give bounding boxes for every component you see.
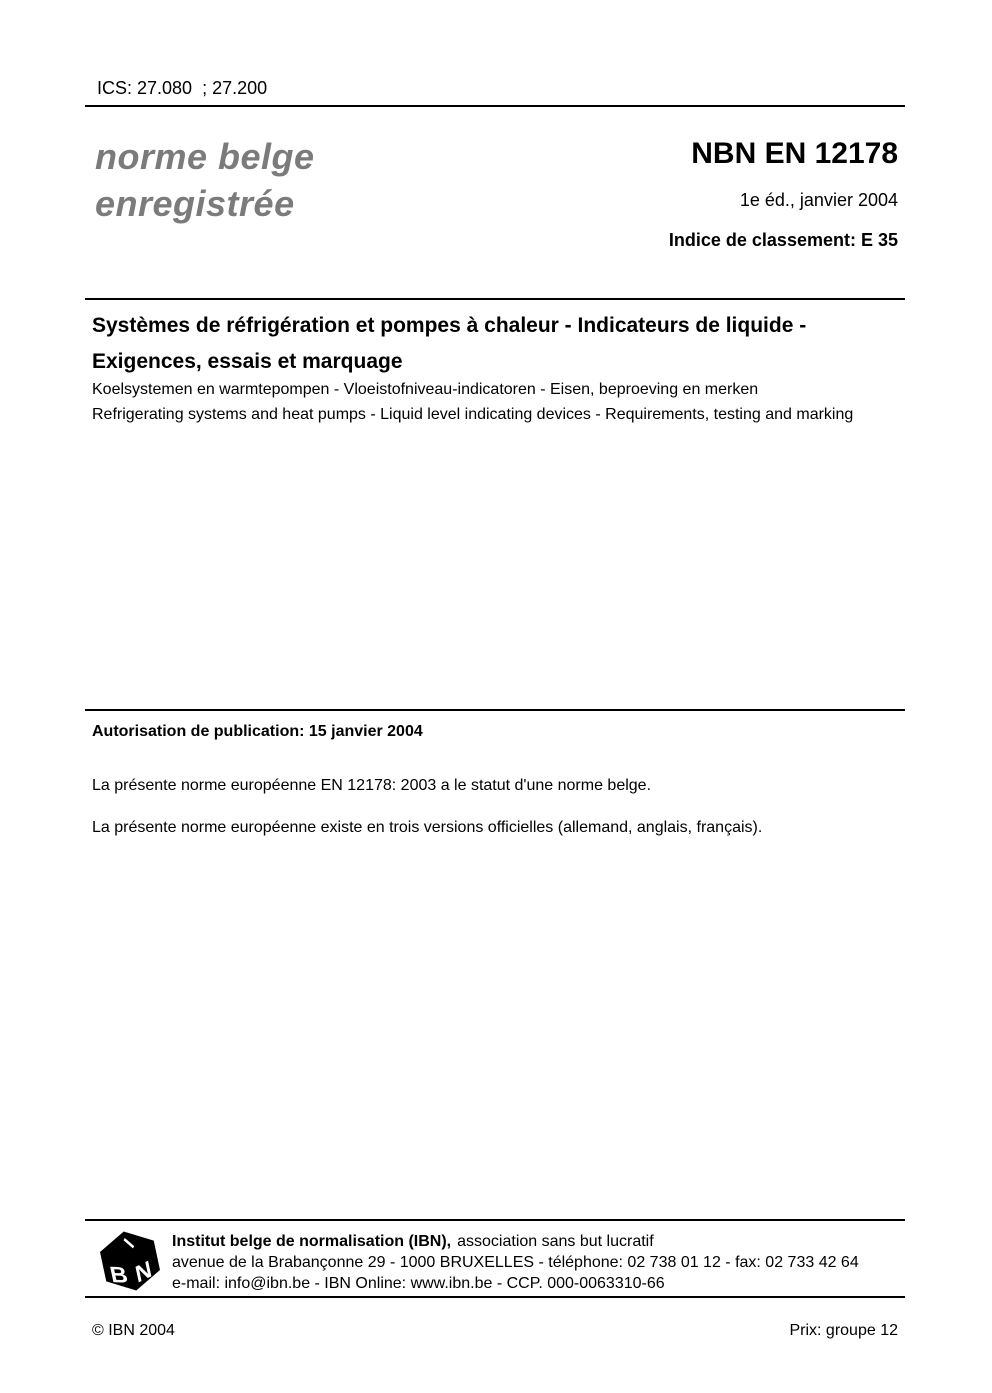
- publisher-name-line: [172, 1231, 912, 1252]
- copyright-notice: © IBN 2004: [92, 1322, 175, 1339]
- authorization-line: Autorisation de publication: 15 janvier 2004: [92, 723, 423, 740]
- ics-code: ICS: 27.080 ; 27.200: [97, 78, 268, 98]
- standard-title-fr-line2: Exigences, essais et marquage: [92, 350, 403, 373]
- publisher-contact: e-mail: info@ibn.be - IBN Online: www.ibn.be - CCP. 000-0063310-66: [172, 1275, 665, 1292]
- standard-title-en: Refrigerating systems and heat pumps - Liquid level indicating devices - Requirements, testing and marking: [92, 406, 854, 423]
- ibn-cube-logo-icon: [98, 1230, 162, 1292]
- divider-top: [85, 105, 905, 107]
- divider-authorization: [85, 709, 905, 711]
- standard-title-nl: Koelsystemen en warmtepompen - Vloeistofniveau-indicatoren - Eisen, beproeving en merken: [92, 381, 759, 398]
- standard-code: NBN EN 12178: [691, 137, 898, 170]
- standard-title-fr-line1: Systèmes de réfrigération et pompes à chaleur - Indicateurs de liquide -: [92, 314, 807, 337]
- publisher-name: Institut belge de normalisation (IBN),: [172, 1233, 452, 1250]
- logo-letter-left: B: [107, 1261, 130, 1288]
- divider-title: [85, 298, 905, 300]
- logo-letter-right: N: [133, 1255, 154, 1288]
- versions-paragraph: La présente norme européenne existe en trois versions officielles (allemand, anglais, français).: [92, 819, 763, 836]
- divider-publisher-bottom: [85, 1296, 905, 1298]
- classification-index: Indice de classement: E 35: [668, 230, 898, 250]
- publisher-name-suffix: association sans but lucratif: [457, 1233, 654, 1250]
- document-type-line2: enregistrée: [95, 183, 295, 224]
- status-paragraph: La présente norme européenne EN 12178: 2003 a le statut d'une norme belge.: [92, 777, 652, 794]
- publisher-block: [172, 1231, 912, 1294]
- document-type-line1: norme belge: [95, 136, 315, 177]
- standard-title-fr: [92, 308, 922, 380]
- divider-publisher-top: [85, 1219, 905, 1221]
- publisher-address: avenue de la Brabançonne 29 - 1000 BRUXELLES - téléphone: 02 738 01 12 - fax: 02 733 42 64: [172, 1254, 859, 1271]
- document-type-heading: [95, 133, 315, 227]
- edition-date: 1e éd., janvier 2004: [739, 190, 898, 210]
- price-group: Prix: groupe 12: [789, 1322, 898, 1339]
- logo-letter-top: I: [118, 1236, 139, 1251]
